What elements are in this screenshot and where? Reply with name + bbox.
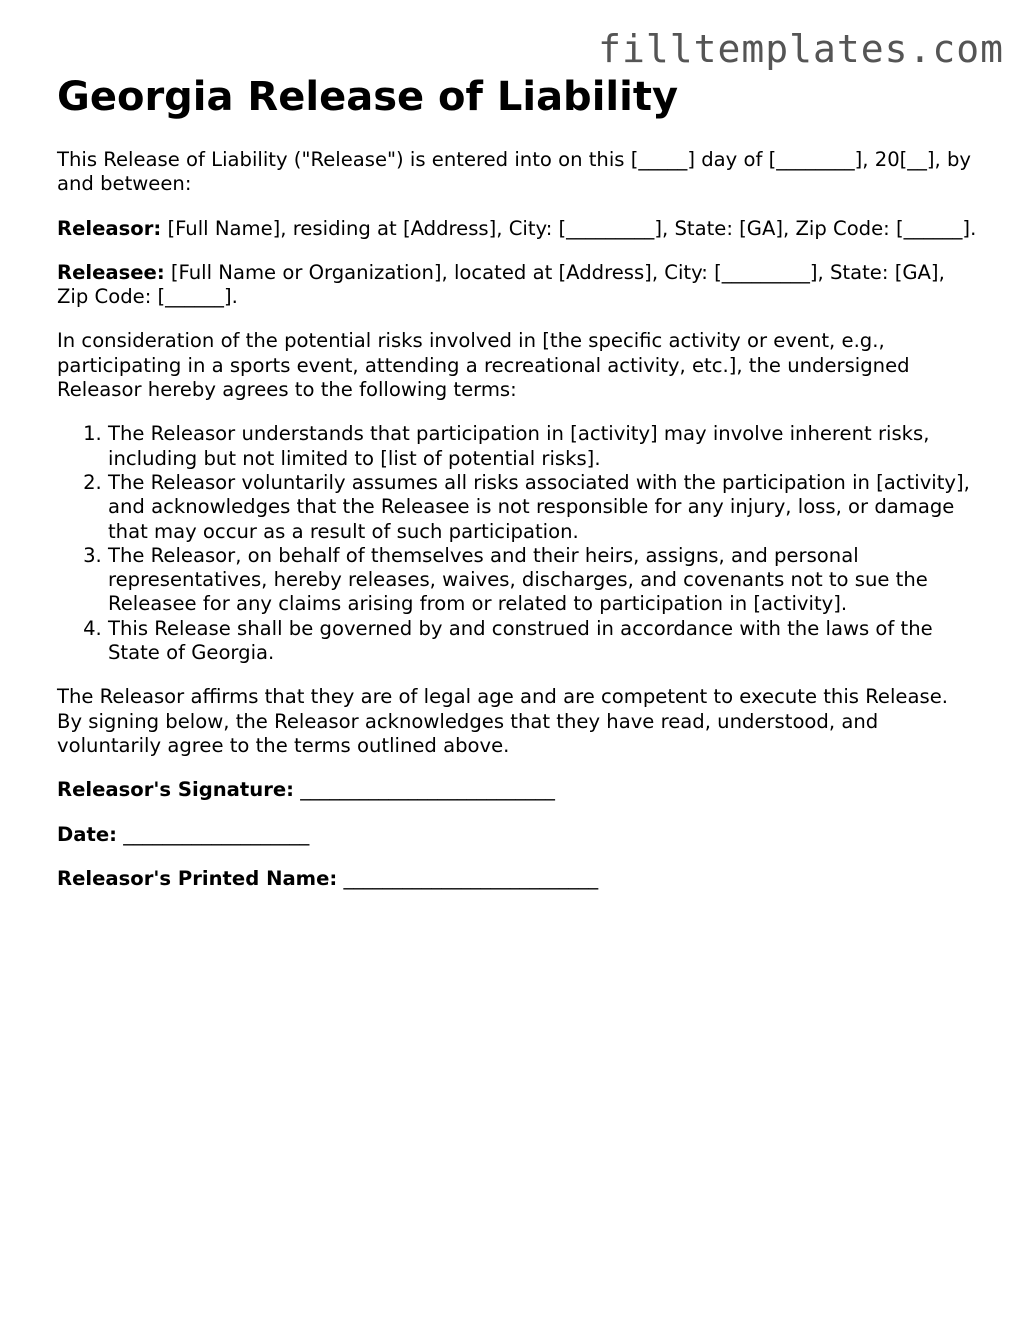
document-title: Georgia Release of Liability (57, 74, 679, 120)
affirmation-paragraph: The Releasor affirms that they are of legal age and are competent to execute this Release. By signing below, the Releasor acknowledges that they have read, understood, and voluntarily agree to the terms outlined above. (57, 685, 948, 757)
intro-paragraph: This Release of Liability ("Release") is entered into on this [_____] day of [________], 20[__], by and between: (57, 148, 972, 196)
document-page (57, 72, 977, 891)
date-label: Date: (57, 822, 117, 846)
signature-label: Releasor's Signature: (57, 778, 295, 802)
releasee-paragraph (57, 261, 977, 310)
releasee-details: [Full Name or Organization], located at [Address], City: [_________], State: [GA], Zip Code: [______]. (57, 260, 945, 309)
watermark: filltemplates.com (598, 27, 1004, 71)
releasor-details: [Full Name], residing at [Address], City: [_________], State: [GA], Zip Code: [______]. (161, 216, 977, 240)
date-blank[interactable]: ___________________ (116, 822, 310, 846)
date-line (57, 823, 977, 847)
consideration-paragraph: In consideration of the potential risks involved in [the specific activity or event, e.g., participating in a sports event, attending a recreational activity, etc.], the undersigned Releasor hereby agrees to the following terms: (57, 329, 910, 402)
releasor-paragraph (57, 217, 977, 241)
term-item: 4. This Release shall be governed by and construed in accordance with the laws of the State of Georgia. (108, 617, 977, 666)
terms-list (57, 422, 977, 665)
printed-name-blank[interactable]: __________________________ (337, 866, 599, 890)
signature-blank[interactable]: __________________________ (294, 778, 555, 802)
releasee-label: Releasee: (57, 260, 165, 284)
term-item: 1. The Releasor understands that participation in [activity] may involve inherent risks, including but not limited to [list of potential risks]. (108, 422, 977, 471)
signature-line (57, 778, 977, 802)
printed-name-label: Releasor's Printed Name: (57, 866, 338, 890)
term-item: 3. The Releasor, on behalf of themselves and their heirs, assigns, and personal representatives, hereby releases, waives, discharges, and covenants not to sue the Releasee for any claims arising from or related to participation in [activity]. (108, 544, 977, 617)
releasor-label: Releasor: (57, 216, 162, 240)
term-item: 2. The Releasor voluntarily assumes all risks associated with the participation in [activity], and acknowledges that the Releasee is not responsible for any injury, loss, or damage that may occur as a result of such participation. (108, 471, 977, 544)
printed-name-line (57, 867, 977, 891)
